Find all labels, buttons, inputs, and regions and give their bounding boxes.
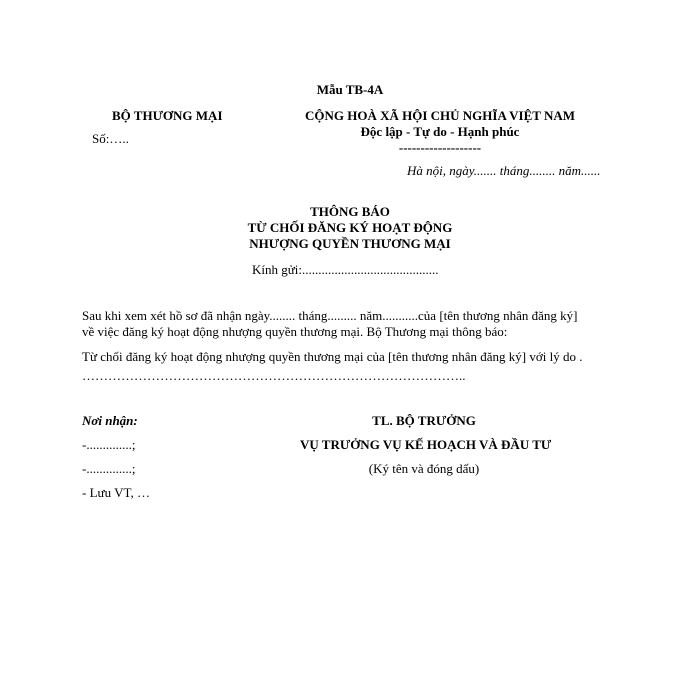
- receiver-item: -..............;: [82, 437, 136, 452]
- national-motto: Độc lập - Tự do - Hạnh phúc: [360, 124, 520, 139]
- receivers-label: Nơi nhận:: [82, 413, 138, 428]
- body-paragraph-line-2: về việc đăng ký hoạt động nhượng quyền thương mại. Bộ Thương mại thông báo:: [82, 324, 508, 339]
- document-subtitle-line-2: NHƯỢNG QUYỀN THƯƠNG MẠI: [249, 236, 451, 251]
- body-paragraph-line-1: Sau khi xem xét hồ sơ đã nhận ngày........ tháng......... năm...........của [tên thương nhân đăng ký]: [82, 308, 578, 323]
- signature-authority: TL. BỘ TRƯỞNG: [372, 413, 476, 428]
- document-number: Số:…..: [92, 131, 129, 146]
- refusal-statement: Từ chối đăng ký hoạt động nhượng quyền thương mại của [tên thương nhân đăng ký] với lý do .: [82, 349, 583, 364]
- motto-divider: -------------------: [398, 140, 482, 155]
- signature-title: VỤ TRƯỞNG VỤ KẾ HOẠCH VÀ ĐẦU TƯ: [300, 437, 552, 452]
- ministry-name: BỘ THƯƠNG MẠI: [112, 108, 223, 123]
- receiver-item-archive: - Lưu VT, …: [82, 485, 150, 500]
- place-date-line: Hà nội, ngày....... tháng........ năm......: [407, 163, 601, 178]
- recipient-line: Kính gửi:..........................................: [252, 262, 439, 277]
- receiver-item: -..............;: [82, 461, 136, 476]
- reason-placeholder: ……………………………………………………………………………..: [82, 368, 466, 383]
- signature-note: (Ký tên và đóng dấu): [368, 461, 480, 476]
- form-code: Mẫu TB-4A: [316, 82, 384, 97]
- document-subtitle-line-1: TỪ CHỐI ĐĂNG KÝ HOẠT ĐỘNG: [247, 220, 453, 235]
- document-title: THÔNG BÁO: [310, 204, 390, 219]
- republic-name: CỘNG HOÀ XÃ HỘI CHỦ NGHĨA VIỆT NAM: [304, 108, 576, 123]
